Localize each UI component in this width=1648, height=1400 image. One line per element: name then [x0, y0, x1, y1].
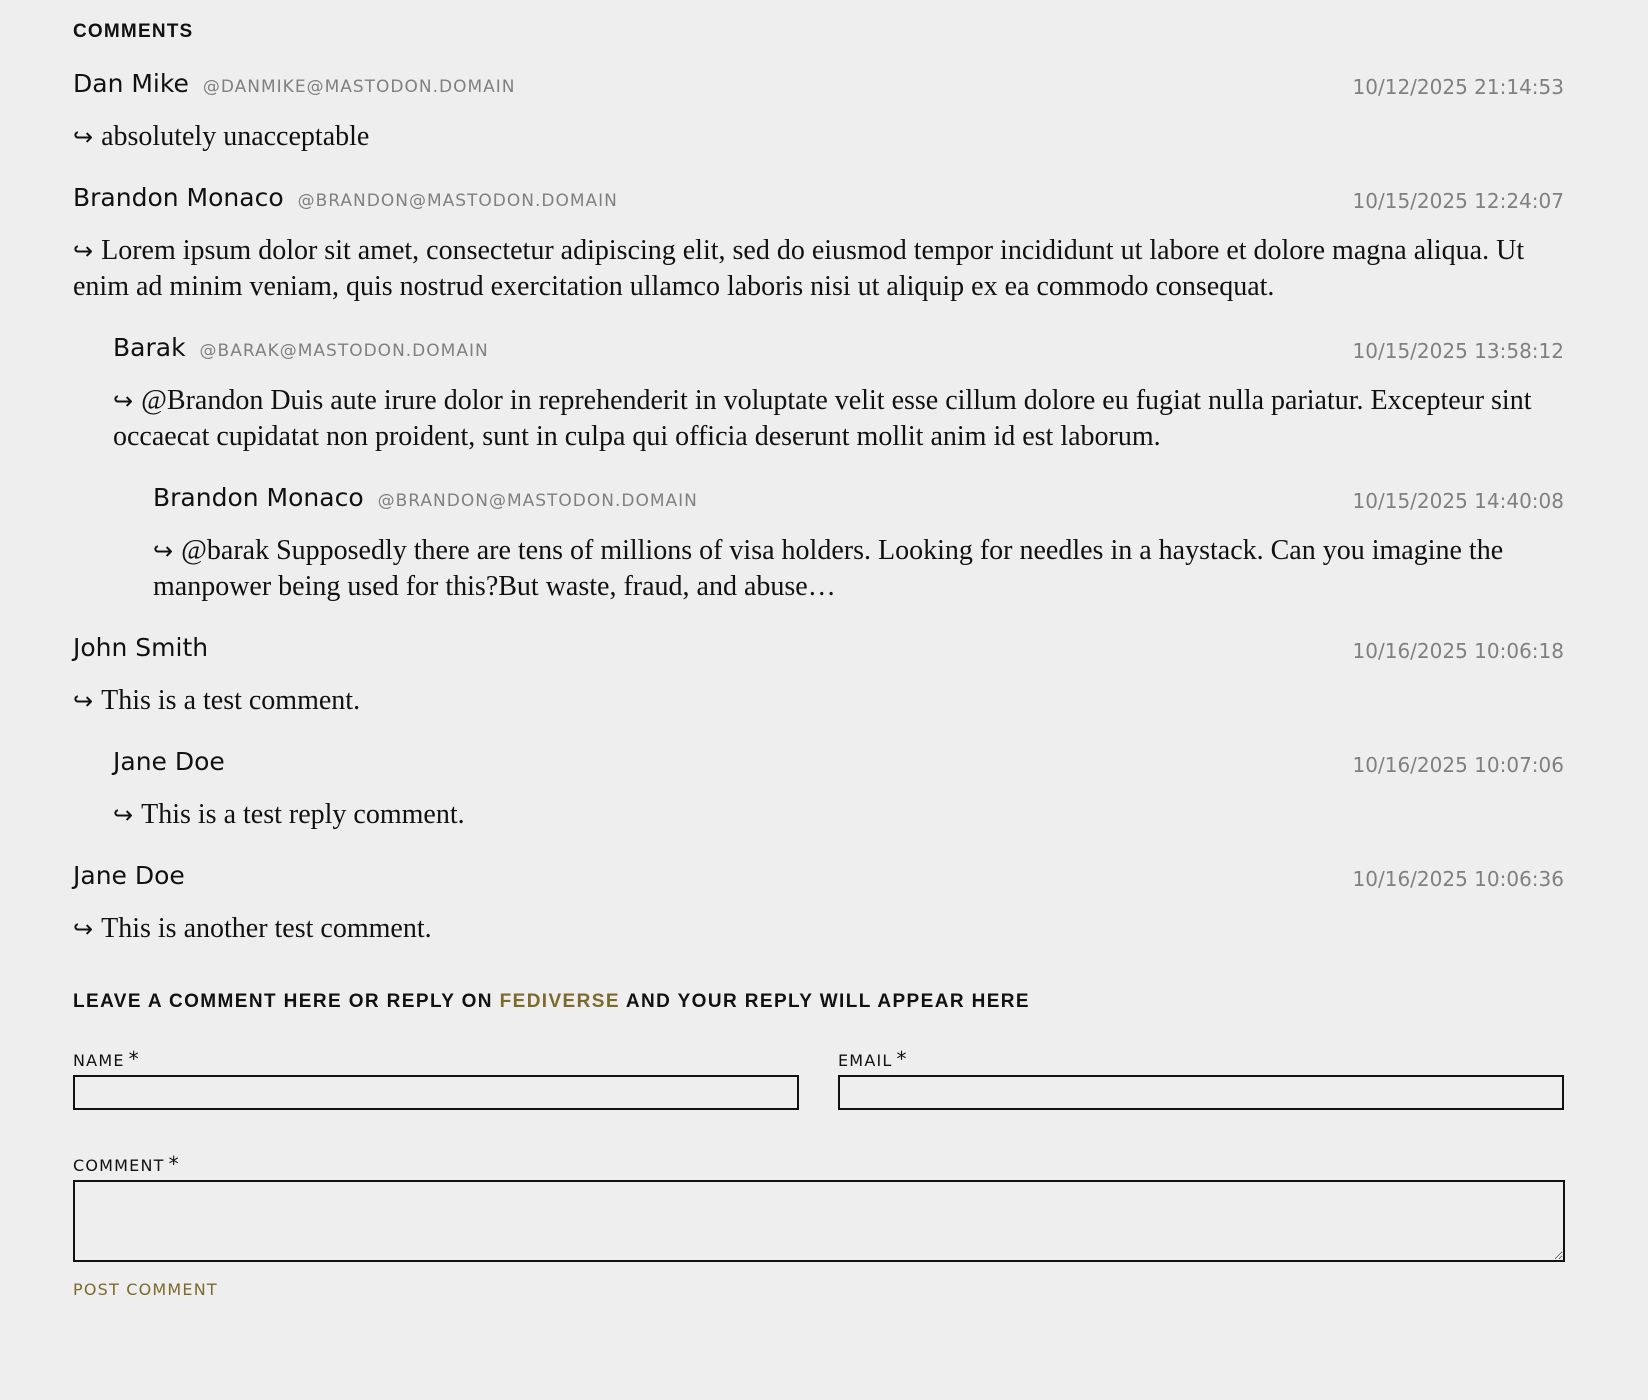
form-heading-text-end: AND YOUR REPLY WILL APPEAR HERE [625, 991, 1031, 1012]
reply-arrow-icon: ↪ [113, 801, 134, 829]
comment-author: Brandon Monaco [153, 483, 364, 512]
comment-reply [113, 333, 1564, 455]
comment [73, 633, 1564, 719]
comments-section [73, 0, 1564, 1299]
fediverse-link[interactable]: FEDIVERSE [499, 991, 620, 1012]
comment-date: 10/16/2025 10:06:36 [1352, 867, 1564, 891]
name-label-text: NAME [73, 1051, 125, 1070]
comment-body [73, 911, 1564, 947]
comment-header [73, 183, 1564, 219]
email-field-group [838, 1047, 1564, 1110]
comment-header [73, 69, 1564, 105]
comment-reply [153, 483, 1564, 605]
comment-handle[interactable]: @BARAK@MASTODON.DOMAIN [199, 341, 489, 361]
comment-body [113, 383, 1564, 455]
comment-author: Barak [113, 333, 186, 362]
comment-text: absolutely unacceptable [101, 121, 370, 152]
comment-date: 10/16/2025 10:07:06 [1352, 753, 1564, 777]
reply-arrow-icon: ↪ [73, 237, 94, 265]
comment [73, 861, 1564, 947]
comment-text: This is another test comment. [101, 913, 432, 944]
comment-text: This is a test reply comment. [141, 799, 465, 830]
form-heading-text: LEAVE A COMMENT HERE OR REPLY ON [73, 991, 493, 1012]
comment-text: This is a test comment. [101, 685, 361, 716]
comment-header [113, 333, 1564, 369]
comment-date: 10/16/2025 10:06:18 [1352, 639, 1564, 663]
email-input[interactable] [838, 1075, 1564, 1110]
comment-text: @Brandon Duis aute irure dolor in reprehenderit in voluptate velit esse cillum dolore eu fugiat nulla pariatur. Excepteur sint occaecat cupidatat non proident, sunt in culpa qui officia deserunt mollit anim id est laborum. [113, 385, 1532, 452]
comment-date: 10/15/2025 14:40:08 [1352, 489, 1564, 513]
reply-arrow-icon: ↪ [153, 537, 174, 565]
comment-body [73, 119, 1564, 155]
comment-header [73, 861, 1564, 897]
name-input[interactable] [73, 1075, 799, 1110]
comment [73, 69, 1564, 155]
comment-header [113, 747, 1564, 783]
comment-reply [113, 747, 1564, 833]
comment [73, 183, 1564, 305]
comment-label-text: COMMENT [73, 1156, 165, 1175]
comment-handle[interactable]: @DANMIKE@MASTODON.DOMAIN [202, 77, 516, 97]
form-row [73, 1047, 1564, 1110]
comment-date: 10/15/2025 12:24:07 [1352, 189, 1564, 213]
comment-date: 10/15/2025 13:58:12 [1352, 339, 1564, 363]
comment-textarea[interactable] [73, 1180, 1565, 1262]
comment-text: Lorem ipsum dolor sit amet, consectetur adipiscing elit, sed do eiusmod tempor incididunt ut labore et dolore magna aliqua. Ut enim ad minim veniam, quis nostrud exercitation ullamco laboris nisi ut aliquip ex ea commodo consequat. [73, 235, 1525, 302]
comment-form-heading [73, 987, 1564, 1017]
comment-body [113, 797, 1564, 833]
comment-author: John Smith [73, 633, 209, 662]
comment-header [153, 483, 1564, 519]
reply-arrow-icon: ↪ [73, 123, 94, 151]
comment-label [73, 1152, 1564, 1176]
reply-arrow-icon: ↪ [73, 915, 94, 943]
comment-header [73, 633, 1564, 669]
email-label [838, 1047, 1564, 1071]
comment-handle[interactable]: @BRANDON@MASTODON.DOMAIN [377, 491, 698, 511]
required-mark: * [896, 1047, 908, 1071]
section-title: COMMENTS [73, 21, 194, 42]
required-mark: * [128, 1047, 140, 1071]
comment-body [153, 533, 1564, 605]
reply-arrow-icon: ↪ [73, 687, 94, 715]
post-comment-button[interactable]: POST COMMENT [73, 1280, 218, 1299]
name-field-group [73, 1047, 799, 1110]
comment-form [73, 1047, 1564, 1299]
comment-handle[interactable]: @BRANDON@MASTODON.DOMAIN [297, 191, 618, 211]
comment-body [73, 683, 1564, 719]
comment-field-group [73, 1152, 1564, 1262]
name-label [73, 1047, 799, 1071]
comment-author: Jane Doe [73, 861, 185, 890]
email-label-text: EMAIL [838, 1051, 893, 1070]
comment-author: Dan Mike [73, 69, 189, 98]
comment-text: @barak Supposedly there are tens of millions of visa holders. Looking for needles in a haystack. Can you imagine the manpower being used for this?But waste, fraud, and abuse… [153, 535, 1504, 602]
required-mark: * [168, 1152, 180, 1176]
comment-author: Jane Doe [113, 747, 225, 776]
comment-date: 10/12/2025 21:14:53 [1352, 75, 1564, 99]
reply-arrow-icon: ↪ [113, 387, 134, 415]
comment-author: Brandon Monaco [73, 183, 284, 212]
comment-body [73, 233, 1564, 305]
